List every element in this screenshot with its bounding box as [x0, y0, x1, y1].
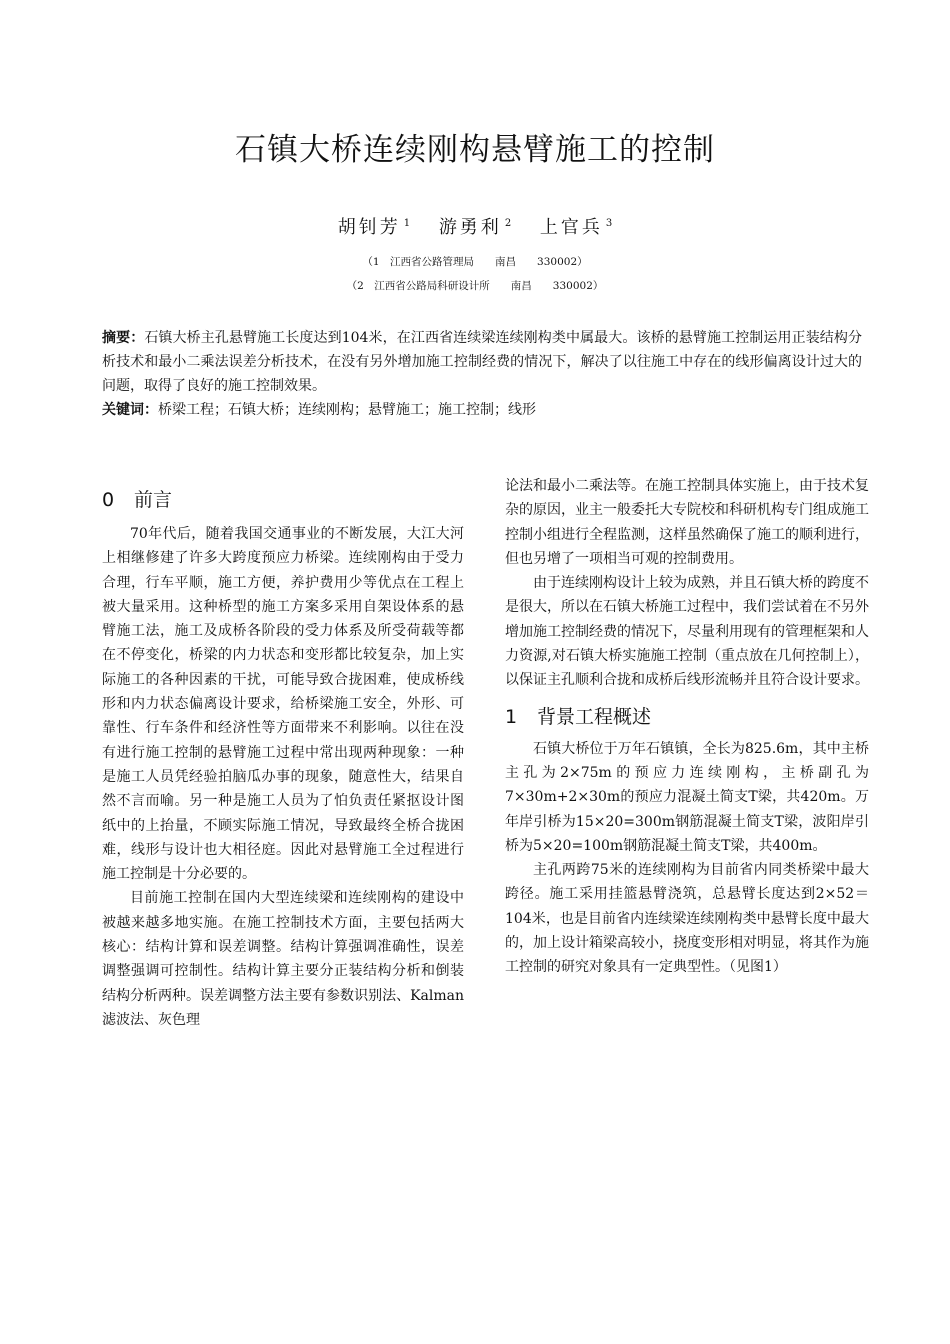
section-0-paragraph-2-continued: 论法和最小二乘法等。在施工控制具体实施上，由于技术复杂的原因，业主一般委托大专院校和科研机构专门组成施工控制小组进行全程监测，这样虽然确保了施工的顺利进行，但也另增了一项相当可观的控制费用。: [505, 478, 869, 567]
author-2: [439, 217, 511, 238]
author-affiliation-mark: 1: [403, 218, 411, 229]
left-column: [102, 474, 464, 1032]
keywords: [102, 398, 862, 422]
author-name: 游勇利: [438, 217, 502, 238]
keywords-text: 桥梁工程；石镇大桥；连续刚构；悬臂施工；施工控制；线形: [158, 402, 536, 418]
author-list: [0, 210, 950, 242]
abstract-label: 摘要：: [102, 330, 145, 346]
section-number: 0: [102, 489, 115, 511]
keywords-label: 关键词：: [102, 402, 158, 418]
section-0-paragraph-1: 70年代后，随着我国交通事业的不断发展，大江大河上相继修建了许多大跨度预应力桥梁。连续刚构由于受力合理，行车平顺，施工方便，养护费用少等优点在工程上被大量采用。这种桥型的施工方案多采用自架设体系的悬臂施工法，施工及成桥各阶段的受力体系及所受荷载等都在不停变化，桥梁的内力状态和变形都比较复杂，加上实际施工的各种因素的干扰，可能导致合拢困难，使成桥线形和内力状态偏离设计要求，给桥梁施工安全，外形、可靠性、行车条件和经济性等方面带来不利影响。以往在没有进行施工控制的悬臂施工过程中常出现两种现象：一种是施工人员凭经验拍脑瓜办事的现象，随意性大，结果自然不言而喻。另一种是施工人员为了怕负责任紧抠设计图纸中的上抬量，不顾实际施工情况，导致最终全桥合拢困难，线形与设计也大相径庭。因此对悬臂施工全过程进行施工控制是十分必要的。: [102, 526, 464, 883]
author-affiliation-mark: 3: [605, 218, 613, 229]
affiliation-2: [0, 278, 950, 294]
section-1-heading: [505, 703, 869, 731]
section-title: 背景工程概述: [537, 705, 652, 728]
author-name: 胡钊芳: [337, 217, 401, 238]
abstract-text: 石镇大桥主孔悬臂施工长度达到104米，在江西省连续梁连续刚构类中属最大。该桥的悬臂施工控制运用正装结构分析技术和最小二乘法误差分析技术，在没有另外增加施工控制经费的情况下，解决了以往施工中存在的线形偏离设计过大的问题，取得了良好的施工控制效果。: [102, 330, 863, 394]
section-1-paragraph-2: 主孔两跨75米的连续刚构为目前省内同类桥梁中最大跨径。施工采用挂篮悬臂浇筑，总悬臂长度达到2×52＝104米，也是目前省内连续梁连续刚构类中悬臂长度中最大的，加上设计箱梁高较小，挠度变形相对明显，将其作为施工控制的研究对象具有一定典型性。（见图1）: [505, 862, 869, 976]
section-0-heading: [102, 486, 464, 514]
right-column: [505, 474, 869, 980]
affiliation-text: （1 江西省公路管理局 南昌 330002）: [362, 256, 588, 268]
affiliation-text: （2 江西省公路局科研设计所 南昌 330002）: [346, 280, 604, 292]
affiliation-1: [0, 254, 950, 270]
section-number: 1: [505, 705, 518, 728]
section-1-paragraph-1: 石镇大桥位于万年石镇镇，全长为825.6m，其中主桥主孔为2×75m的预应力连续刚构，主桥副孔为7×30m+2×30m的预应力混凝土简支T梁，共420m。万年岸引桥为15×20=300m钢筋混凝土简支T梁，波阳岸引桥为5×20=100m钢筋混凝土简支T梁，共400m。: [505, 740, 869, 854]
section-title: 前言: [134, 489, 173, 511]
abstract-block: [102, 326, 862, 422]
author-1: [338, 217, 410, 238]
paper-title: 石镇大桥连续刚构悬臂施工的控制: [235, 132, 715, 168]
author-3: [540, 217, 612, 238]
author-affiliation-mark: 2: [504, 218, 512, 229]
section-0-paragraph-2: 目前施工控制在国内大型连续梁和连续刚构的建设中被越来越多地实施。在施工控制技术方面，主要包括两大核心：结构计算和误差调整。结构计算强调准确性，误差调整强调可控制性。结构计算主要分正装结构分析和倒装结构分析两种。误差调整方法主要有参数识别法、Kalman滤波法、灰色理: [102, 890, 464, 1028]
abstract: [102, 326, 862, 398]
author-name: 上官兵: [539, 217, 603, 238]
section-0-paragraph-3: 由于连续刚构设计上较为成熟，并且石镇大桥的跨度不是很大，所以在石镇大桥施工过程中，我们尝试着在不另外增加施工控制经费的情况下，尽量利用现有的管理框架和人力资源,对石镇大桥实施施工控制（重点放在几何控制上），以保证主孔顺利合拢和成桥后线形流畅并且符合设计要求。: [505, 575, 869, 689]
